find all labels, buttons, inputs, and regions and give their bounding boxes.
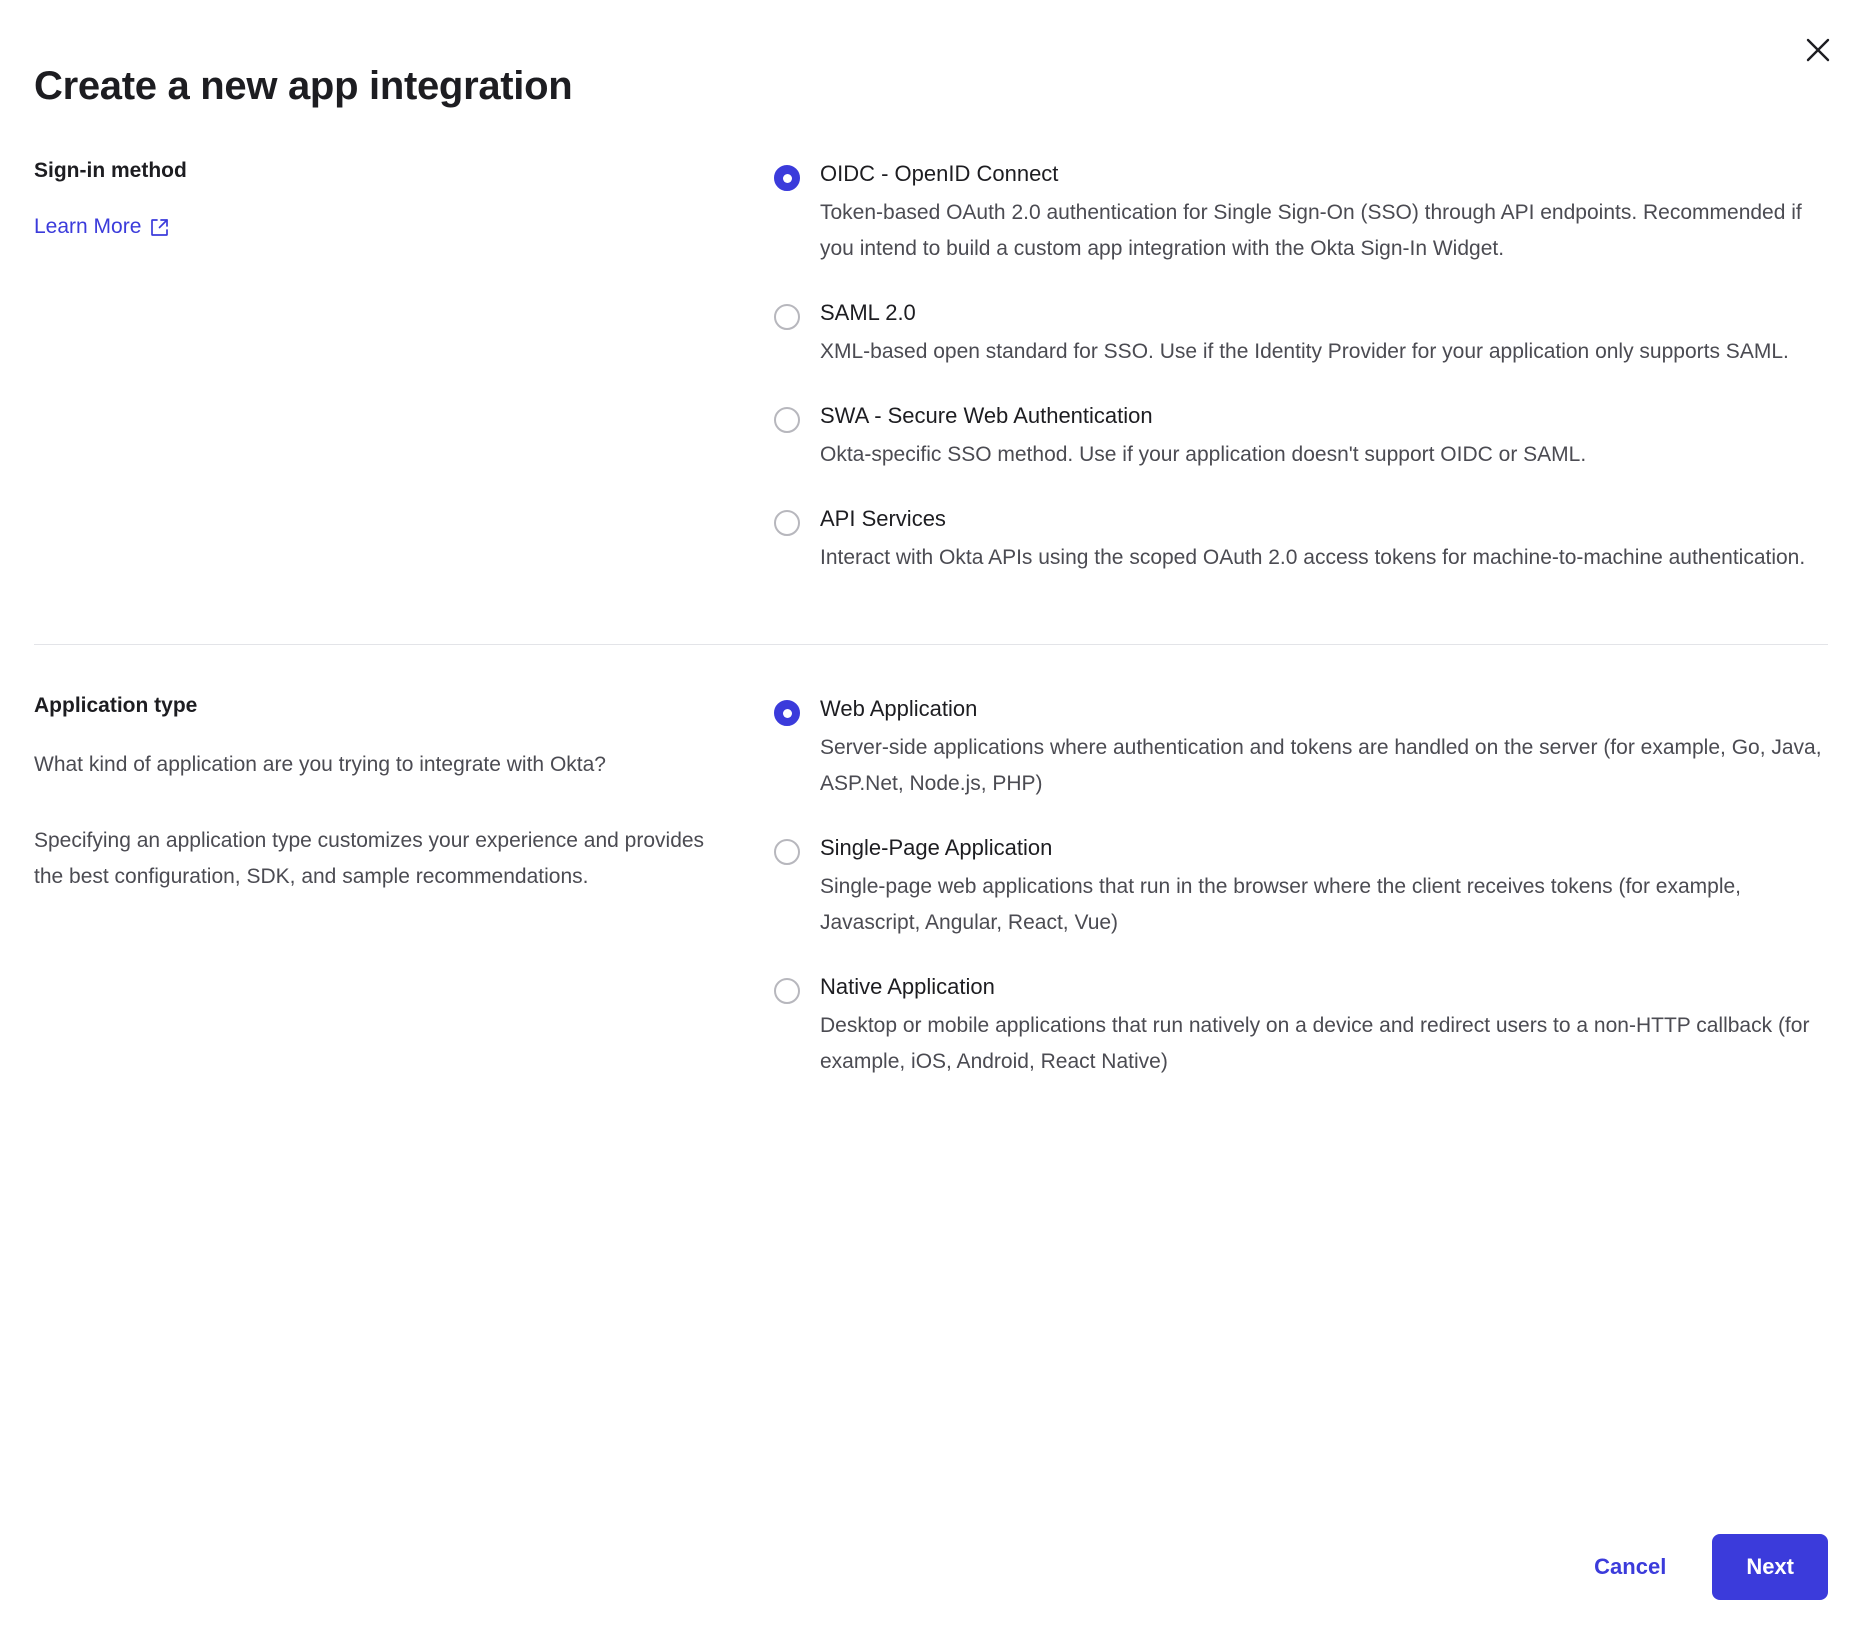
sign-in-method-left [34,156,774,598]
radio-saml-2-0[interactable] [774,304,800,330]
option-label[interactable]: SAML 2.0 [820,300,916,326]
application-type-description-2: Specifying an application type customizes your experience and provides the best configuration, SDK, and sample recommendations. [34,828,705,888]
option-body [820,693,1828,824]
option-description: Interact with Okta APIs using the scoped OAuth 2.0 access tokens for machine-to-machine authentication. [820,546,1806,569]
option-description: Okta-specific SSO method. Use if your application doesn't support OIDC or SAML. [820,443,1587,466]
option-single-page-application[interactable] [774,832,1828,963]
sign-in-method-heading: Sign-in method [34,159,187,182]
option-description: Single-page web applications that run in the browser where the client receives tokens (for example, Javascript, Angular, React, Vue) [820,875,1741,935]
option-description: XML-based open standard for SSO. Use if the Identity Provider for your application only supports SAML. [820,340,1789,363]
option-body [820,297,1828,392]
option-body [820,400,1828,495]
radio-native-application[interactable] [774,978,800,1004]
application-type-heading: Application type [34,694,198,718]
dialog-footer [1576,1534,1828,1600]
option-description: Token-based OAuth 2.0 authentication for Single Sign-On (SSO) through API endpoints. Recommended if you intend to build a custom app integration with the Okta Sign-In Widget. [820,200,1802,260]
application-type-section [34,645,1828,1102]
page-title: Create a new app integration [34,64,573,108]
option-body [820,158,1828,289]
application-type-left [34,691,774,1102]
option-body [820,971,1828,1102]
learn-more-label: Learn More [34,215,142,239]
next-button[interactable]: Next [1712,1534,1828,1600]
option-api-services[interactable] [774,503,1828,598]
option-label[interactable]: API Services [820,506,946,532]
option-swa-secure-web-authentication[interactable] [774,400,1828,495]
option-description: Desktop or mobile applications that run natively on a device and redirect users to a non-HTTP callback (for example, iOS, Android, React Native) [820,1014,1810,1074]
sign-in-method-section [34,110,1828,598]
radio-oidc-openid-connect[interactable] [774,165,800,191]
option-oidc-openid-connect[interactable] [774,158,1828,289]
application-type-description-1: What kind of application are you trying to integrate with Okta? [34,752,606,776]
option-body [820,832,1828,963]
option-description: Server-side applications where authentication and tokens are handled on the server (for example, Go, Java, ASP.Net, Node.js, PHP) [820,736,1822,796]
option-native-application[interactable] [774,971,1828,1102]
cancel-button[interactable]: Cancel [1576,1542,1684,1592]
option-label[interactable]: OIDC - OpenID Connect [820,161,1059,186]
radio-web-application[interactable] [774,700,800,726]
option-label[interactable]: Web Application [820,696,978,722]
sign-in-method-options [774,156,1828,598]
option-label[interactable]: Single-Page Application [820,835,1053,861]
close-icon[interactable] [1796,28,1840,72]
application-type-options [774,691,1828,1102]
option-body [820,503,1828,598]
external-link-icon [150,218,169,237]
learn-more-link[interactable] [34,215,169,239]
radio-api-services[interactable] [774,510,800,536]
option-web-application[interactable] [774,693,1828,824]
option-label[interactable]: Native Application [820,974,995,1000]
radio-swa-secure-web-authentication[interactable] [774,407,800,433]
radio-single-page-application[interactable] [774,839,800,865]
close-icon-glyph [1803,35,1833,65]
option-label[interactable]: SWA - Secure Web Authentication [820,403,1153,429]
option-saml-2-0[interactable] [774,297,1828,392]
